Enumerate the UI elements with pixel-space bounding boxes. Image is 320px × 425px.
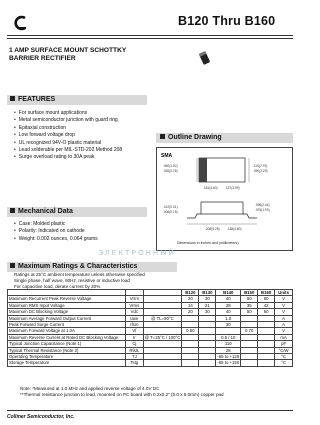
list-item: • Metal semiconductor junction with guard ring (14, 117, 122, 124)
table-header-cell: B130 (199, 290, 216, 296)
section-square-icon (10, 263, 15, 268)
table-cell: 30 (216, 321, 241, 327)
table-cell: Maximum Recurrent Peak Reverse Voltage (8, 296, 126, 302)
table-cell: 60 (258, 296, 275, 302)
list-item: • Weight: 0.002 ounces, 0.064 grams (14, 236, 98, 243)
footnote-line: Note: *Measured at 1.0 MHz and applied reverse voltage of 4.0V DC (20, 386, 160, 391)
note-line: Single phase, half wave, 60Hz, resistive or inductive load (14, 278, 130, 283)
table-cell: 50 (241, 296, 258, 302)
section-square-icon (160, 134, 165, 139)
dim-label: .188(4.80) (227, 227, 242, 231)
table-cell: -65 to +125 (217, 354, 240, 359)
footnote-line: **Thermal resistance junction to lead, mounted on PC board with 0.2x0.2" (5.0 x 5.0mm) copper pad (20, 392, 224, 398)
table-cell: Cj (126, 341, 143, 347)
table-cell: °C (275, 360, 293, 366)
table-header-cell: B120 (182, 290, 199, 296)
table-cell: Operating Temperature (8, 353, 126, 359)
table-cell: @ TL=90°C (143, 315, 182, 321)
table-cell (182, 360, 199, 366)
table-cell: Storage Temperature (8, 360, 126, 366)
features-heading (10, 96, 55, 103)
note-line: For capacitive load, derate current by 20% (14, 284, 101, 289)
table-cell: 110 (216, 341, 241, 347)
table-cell (143, 360, 182, 366)
table-cell: 0.50 (182, 328, 199, 334)
company-logo-icon (14, 15, 28, 31)
package-label: SMA (161, 153, 173, 159)
table-cell: Maximum RMS Input Voltage (8, 302, 126, 308)
list-item: • Lead solderable per MIL-STD-202 Method 208 (14, 147, 122, 154)
top-rule (7, 35, 293, 36)
dim-label: .181(4.60) (203, 186, 218, 190)
mechanical-title: Mechanical Data (18, 208, 73, 215)
dim-label: .110(2.79) (253, 164, 268, 168)
dims-note: Dimensions in inches and (millimeters) (177, 241, 239, 245)
list-item: • For surface mount applications (14, 110, 122, 117)
table-cell: 28 (216, 347, 241, 353)
table-cell: 0.70 (241, 328, 258, 334)
table-cell: V (275, 309, 293, 315)
component-image (199, 51, 210, 65)
note-line: Ratings at 25°C ambient temperature unless otherwise specified (14, 272, 145, 277)
dim-label: .157(3.99) (225, 186, 240, 190)
mechanical-heading (10, 208, 73, 215)
watermark-text: ЭЛЕКТРОННЫЙ (98, 250, 176, 257)
table-cell: Vrrm (126, 296, 143, 302)
table-cell: V (275, 296, 293, 302)
table-cell: 20 (182, 309, 199, 315)
table-header-cell: Units (275, 290, 293, 296)
table-cell: pF (275, 341, 293, 347)
table-cell: @ T=25°C / 100°C (144, 334, 181, 340)
table-cell: Ifsm (126, 321, 143, 327)
table-cell: Peak Forward Surge Current (8, 321, 126, 327)
table-cell (199, 360, 216, 366)
table-header-cell: B150 (241, 290, 258, 296)
table-cell: RθJL (126, 347, 143, 353)
list-item: • Case: Molded plastic (14, 221, 98, 228)
product-subtitle (9, 47, 199, 63)
table-cell (241, 360, 258, 366)
dim-label: .076(1.93) (255, 208, 270, 212)
table-cell: Maximum Forward Voltage at 1.0A (8, 328, 126, 334)
section-square-icon (10, 96, 15, 101)
company-footer: Collmer Semiconductor, Inc. (7, 414, 75, 420)
section-square-icon (10, 208, 15, 213)
outline-title: Outline Drawing (168, 134, 222, 141)
table-cell: V (275, 328, 293, 334)
part-range-title: B120 Thru B160 (178, 14, 276, 28)
table-cell: °C (275, 353, 293, 359)
table-cell: 14 (182, 302, 199, 308)
mechanical-list (14, 221, 98, 243)
top-rule-thin (7, 38, 293, 39)
table-cell: 28 (216, 302, 241, 308)
table-cell: Typical Junction Capacitance (Note 1) (8, 341, 126, 347)
table-cell: 42 (258, 302, 275, 308)
table-cell: 50 (241, 309, 258, 315)
table-cell: mA (275, 334, 293, 340)
table-cell: Maximum Reverse Current at Rated DC Blocking Voltage (8, 334, 126, 340)
table-cell: V (275, 302, 293, 308)
list-item: • UL recognized 94V-O plastic material (14, 140, 122, 147)
table-cell: 40 (216, 309, 241, 315)
ratings-table (7, 289, 293, 367)
ratings-notes (14, 272, 145, 290)
list-item: • Surge overload rating to 30A peak (14, 154, 122, 161)
table-cell: 1.0 (216, 315, 241, 321)
dim-label: .012(0.31) (163, 205, 178, 209)
table-cell: Tstg (126, 360, 143, 366)
outline-drawing-box (156, 147, 293, 251)
table-cell: Vdc (126, 309, 143, 315)
table-cell: Iave (126, 315, 143, 321)
list-item: • Epitaxial construction (14, 125, 122, 132)
table-cell: Vf (126, 328, 143, 334)
dim-label: .006(0.15) (163, 210, 178, 214)
dim-label: .060(1.52) (163, 164, 178, 168)
table-header-cell: B140 (216, 290, 241, 296)
features-list (14, 110, 122, 162)
table-cell: 20 (182, 296, 199, 302)
table-row (8, 360, 293, 366)
table-cell: Typical Thermal Resistance (Note 2) (8, 347, 126, 353)
table-cell: -65 to +150 (217, 360, 240, 366)
table-cell: 21 (199, 302, 216, 308)
table-cell: Maximum Average Forward Output Current (8, 315, 126, 321)
table-cell (258, 360, 275, 366)
features-title: FEATURES (18, 96, 56, 103)
package-drawing (157, 148, 292, 250)
table-cell: TJ (126, 353, 143, 359)
list-item: • Polarity: Indicated on cathode (14, 228, 98, 235)
outline-heading (160, 134, 222, 141)
table-cell: Vrms (126, 302, 143, 308)
table-cell: 35 (241, 302, 258, 308)
subtitle-line-1: 1 AMP SURFACE MOUNT SCHOTTKY (9, 47, 127, 54)
dim-label: .208(5.28) (205, 227, 220, 231)
table-cell: 0.5 / 10 (216, 334, 241, 340)
footnotes (20, 386, 224, 399)
table-cell: Ir (126, 334, 143, 340)
table-cell: Maximum DC Blocking Voltage (8, 309, 126, 315)
table-cell: A (275, 315, 293, 321)
table-cell: 40 (216, 296, 241, 302)
dim-label: .096(2.44) (255, 203, 270, 207)
bottom-rule (7, 410, 293, 411)
ratings-title: Maximum Ratings & Characteristics (18, 263, 138, 270)
subtitle-line-2: BARRIER RECTIFIER (9, 55, 76, 62)
table-cell: 60 (258, 309, 275, 315)
ratings-heading (10, 263, 137, 270)
table-cell: 30 (199, 296, 216, 302)
table-header-cell: B160 (258, 290, 275, 296)
list-item: • Low forward voltage drop (14, 132, 122, 139)
table-cell: °C/W (275, 347, 293, 353)
table-cell: 30 (199, 309, 216, 315)
dim-label: .030(0.76) (163, 169, 178, 173)
table-cell: A (275, 321, 293, 327)
dim-label: .090(2.29) (253, 169, 268, 173)
